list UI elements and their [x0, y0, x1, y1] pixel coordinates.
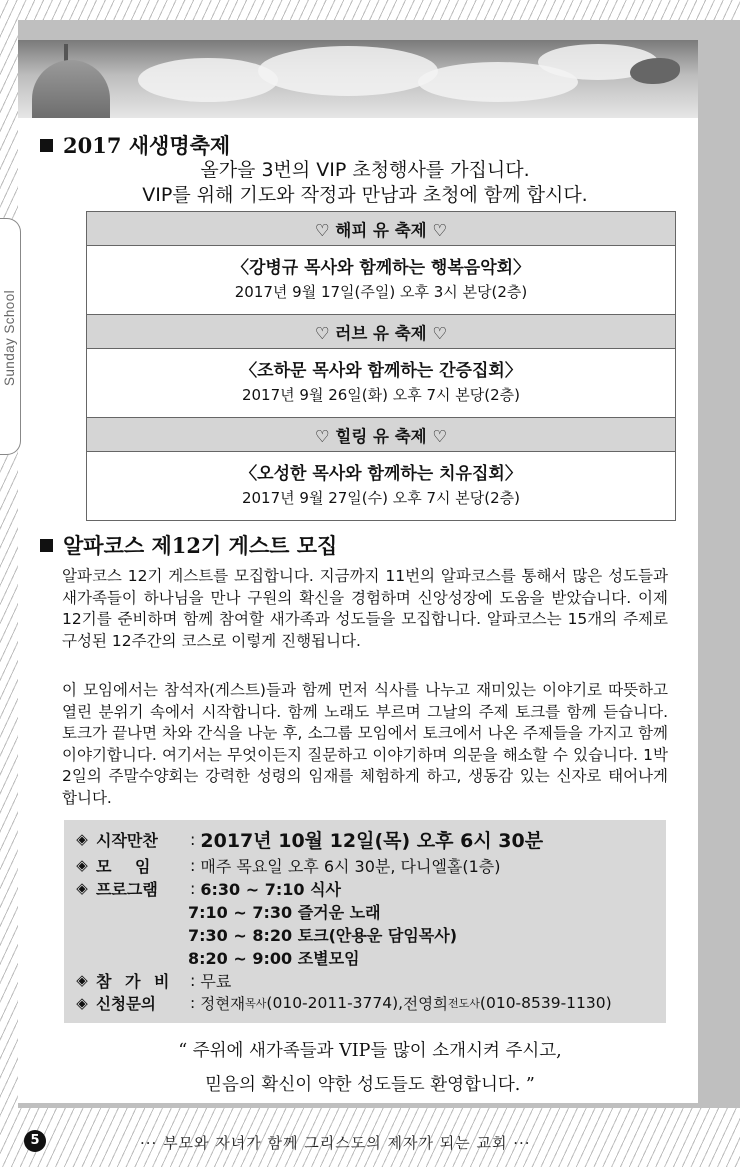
- info-label: 프로그램: [96, 879, 158, 899]
- section-title-festival: [40, 130, 230, 160]
- square-bullet-icon: [40, 139, 53, 152]
- diamond-bullet-icon: ◈: [76, 879, 88, 897]
- event-datetime: 2017년 9월 17일(주일) 오후 3시 본당(2층): [234, 283, 528, 301]
- program-item: 7:10 ~ 7:30 즐거운 노래: [188, 902, 381, 922]
- header-banner-image: [18, 40, 698, 118]
- contact-phone: (010-8539-1130): [479, 994, 612, 1012]
- footer-motto: ··· 부모와 자녀가 함께 그리스도의 제자가 되는 교회 ···: [140, 1134, 531, 1152]
- festival-intro: [40, 158, 690, 208]
- contact-name: 정현재: [200, 995, 246, 1013]
- diamond-bullet-icon: ◈: [76, 830, 88, 848]
- quote-line: 믿음의 확신이 약한 성도들도 환영합니다. ”: [205, 1075, 535, 1095]
- quote-line: “ 주위에 새가족들과 VIP들 많이 소개시켜 주시고,: [178, 1041, 562, 1061]
- event-title: 〈오성한 목사와 함께하는 치유집회〉: [240, 464, 522, 484]
- intro-line: 올가을 3번의 VIP 초청행사를 가집니다.: [200, 159, 530, 181]
- diamond-bullet-icon: ◈: [76, 994, 88, 1012]
- info-label: 모 임: [96, 856, 160, 876]
- info-label: 참 가 비: [96, 971, 174, 991]
- festival-event: [87, 349, 676, 418]
- info-label: 시작만찬: [96, 830, 158, 850]
- section-title-text: 2017 새생명축제: [63, 133, 231, 158]
- diamond-bullet-icon: ◈: [76, 856, 88, 874]
- info-fee: ◈ 참 가 비 : 무료: [76, 970, 232, 991]
- festival-table: [86, 211, 676, 521]
- section-title-alpha: [40, 530, 337, 560]
- festival-name: ♡ 러브 유 축제 ♡: [87, 315, 676, 349]
- section-title-text: 알파코스 제12기 게스트 모집: [63, 533, 338, 558]
- festival-name: ♡ 해피 유 축제 ♡: [87, 212, 676, 246]
- event-datetime: 2017년 9월 26일(화) 오후 7시 본당(2층): [241, 386, 521, 404]
- program-item: 6:30 ~ 7:10 식사: [200, 879, 342, 899]
- alpha-paragraph-1: 알파코스 12기 게스트를 모집합니다. 지금까지 11번의 알파코스를 통해서 많은 성도들과 새가족들이 하나님을 만나 구원의 확신을 경험하며 신앙성장에 도움을 받았습니다. 이제 12기를 준비하며 함께 참여할 새가족과 성도들을 모집합니다. 알파코스는 15개의 주제로 구성된 12주간의 코스로 이렇게 진행됩니다.: [62, 567, 668, 650]
- event-title: 〈조하문 목사와 함께하는 간증집회〉: [240, 361, 522, 381]
- festival-event: [87, 452, 676, 521]
- info-program: ◈ 프로그램 : 6:30 ~ 7:10 식사: [76, 878, 342, 899]
- diamond-bullet-icon: ◈: [76, 971, 88, 989]
- contact-phone: (010-2011-3774),: [266, 994, 404, 1012]
- info-label: 신청문의: [96, 995, 156, 1013]
- event-datetime: 2017년 9월 27일(수) 오후 7시 본당(2층): [241, 489, 521, 507]
- info-value: 매주 목요일 오후 6시 30분, 다니엘홀(1층): [200, 856, 501, 876]
- festival-name: ♡ 힐링 유 축제 ♡: [87, 418, 676, 452]
- info-meeting: ◈ 모 임 : 매주 목요일 오후 6시 30분, 다니엘홀(1층): [76, 855, 501, 876]
- alpha-paragraph-2: 이 모임에서는 참석자(게스트)들과 함께 먼저 식사를 나누고 재미있는 이야기로 따뜻하고 열린 분위기 속에서 시작합니다. 함께 노래도 부르며 그날의 주제 토크를 함께 듣습니다. 토크가 끝나면 차와 간식을 나눈 후, 소그룹 모임에서 토크에서 나온 주제들을 가지고 함께 이야기합니다. 여기서는 무엇이든지 질문하고 이야기하며 의문을 해소할 수 있습니다. 1박 2일의 주말수양회는 강력한 성령의 임재를 체험하게 하고, 생동감 있는 신자로 태어나게 합니다.: [62, 681, 668, 807]
- info-value: 2017년 10월 12일(목) 오후 6시 30분: [200, 829, 544, 852]
- program-item: 7:30 ~ 8:20 토크(안용운 담임목사): [188, 925, 458, 945]
- info-contact: ◈ 신청문의 : 정현재 목사 (010-2011-3774), 전영희 전도사 (010-8539-1130): [76, 994, 612, 1013]
- contact-role: 목사: [245, 997, 267, 1010]
- event-title: 〈강병규 목사와 함께하는 행복음악회〉: [231, 258, 531, 278]
- invitation-quote: [40, 1034, 700, 1102]
- square-bullet-icon: [40, 539, 53, 552]
- info-value: 무료: [200, 971, 232, 991]
- side-tab-label: [2, 356, 17, 386]
- info-start: ◈ 시작만찬 : 2017년 10월 12일(목) 오후 6시 30분: [76, 828, 543, 850]
- program-item: 8:20 ~ 9:00 조별모임: [188, 948, 360, 968]
- contact-name: 전영희: [403, 995, 449, 1013]
- page-number: 5: [24, 1130, 46, 1152]
- festival-event: [87, 246, 676, 315]
- intro-line: VIP를 위해 기도와 작정과 만남과 초청에 함께 합시다.: [142, 184, 588, 206]
- contact-role: 전도사: [448, 997, 480, 1010]
- alpha-info-box: [64, 820, 666, 1023]
